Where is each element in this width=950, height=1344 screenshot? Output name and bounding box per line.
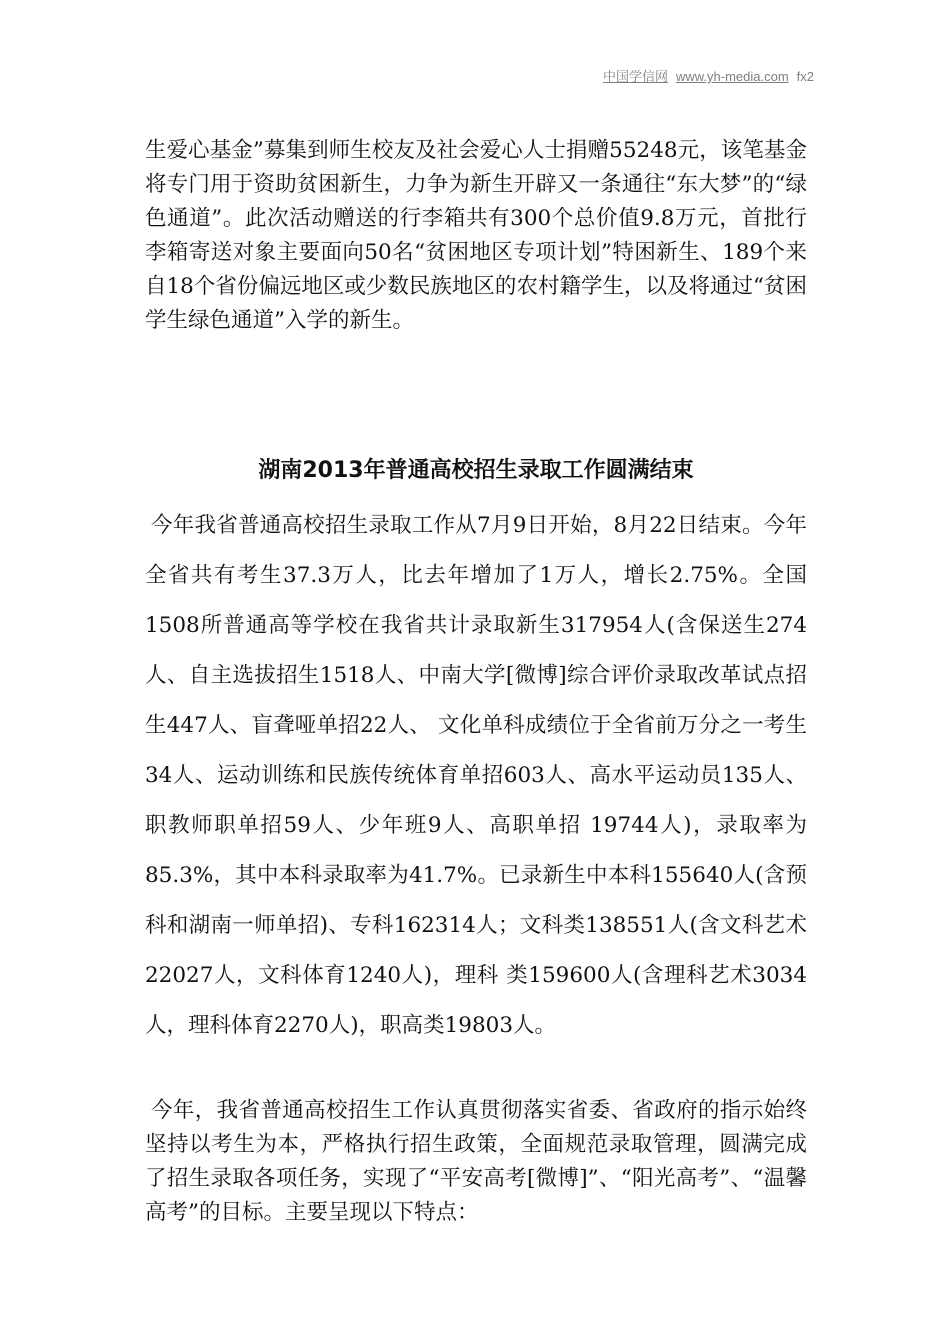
site-name-link[interactable]: 中国学信网 <box>602 69 668 84</box>
article-title: 湖南2013年普通高校招生录取工作圆满结束 <box>258 458 694 483</box>
page-header <box>603 66 814 85</box>
paragraph-summary: 今年，我省普通高校招生工作认真贯彻落实省委、省政府的指示始终坚持以考生为本，严格执行招生政策，全面规范录取管理，圆满完成了招生录取各项任务，实现了“平安高考[微博]”、“阳光高考”、“温馨高考”的目标。主要呈现以下特点： <box>145 1098 807 1225</box>
paragraph-continued: 生爱心基金”募集到师生校友及社会爱心人士捐赠55248元，该笔基金将专门用于资助贫困新生，力争为新生开辟又一条通往“东大梦”的“绿色通道”。此次活动赠送的行李箱共有300个总价值9.8万元，首批行李箱寄送对象主要面向50名“贫困地区专项计划”特困新生、189个来自18个省份偏远地区或少数民族地区的农村籍学生，以及将通过“贫困学生绿色通道”入学的新生。 <box>145 138 807 333</box>
paragraph-admission-stats: 今年我省普通高校招生录取工作从7月9日开始，8月22日结束。今年全省共有考生37.3万人，比去年增加了1万人，增长2.75%。全国1508所普通高等学校在我省共计录取新生317954人(含保送生274人、自主选拔招生1518人、中南大学[微博]综合评价录取改革试点招生447人、盲聋哑单招22人、 文化单科成绩位于全省前万分之一考生34人、运动训练和民族传统体育单招603人、高水平运动员135人、职教师职单招59人、少年班9人、高职单招 19744人)，录取率为85.3%，其中本科录取率为41.7%。已录新生中本科155640人(含预科和湖南一师单招)、专科162314人；文科类138551人(含文科艺术22027人，文科体育1240人)，理科 类159600人(含理科艺术3034人，理科体育2270人)，职高类19803人。 <box>145 513 808 1038</box>
page-code: fx2 <box>796 69 814 84</box>
site-url-link[interactable]: www.yh-media.com <box>675 69 789 84</box>
